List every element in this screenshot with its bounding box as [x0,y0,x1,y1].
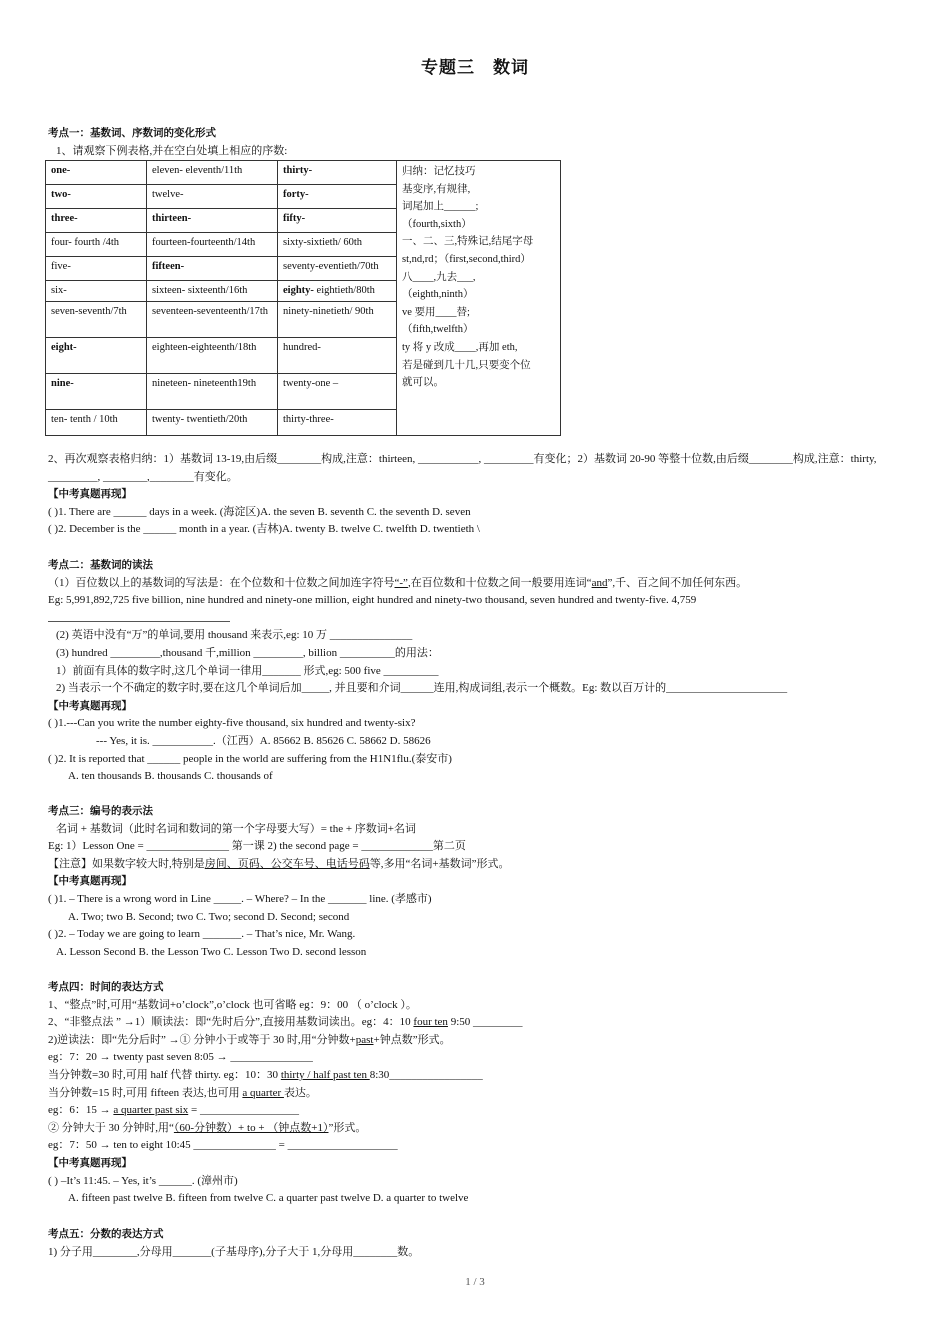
section-3-example: Eg: 1）Lesson One = _______________ 第一课 2) the second page = _____________第二页 [48,840,466,853]
exam-options: A. ten thousands B. thousands C. thousands of [68,770,273,783]
summary-line: （eighth,ninth） [402,289,474,301]
table-cell: sixty-sixtieth/ 60th [278,233,397,257]
table-cell: sixteen- sixteenth/16th [147,281,278,302]
summary-line: 就可以。 [402,377,444,389]
real-exam-heading: 【中考真题再现】 [48,699,132,712]
section-5 [48,1226,913,1261]
summary-line: 基变序,有规律, [402,183,471,195]
section-3-note: 【注意】如果数字较大时,特别是房间、页码、公交车号、电话号码等,多用“名词+基数词”形式。 [48,857,510,870]
section-4-line: 当分钟数=30 时,可用 half 代替 thirty. eg：10：30 thirty / half past ten 8:30_________________ [48,1068,483,1081]
exam-options: A. Two; two B. Second; two C. Two; second D. Second; second [68,910,350,923]
section-1-heading: 考点一：基数词、序数词的变化形式 [48,127,216,139]
exam-question: ( )2. December is the ______ month in a year. (吉林)A. twenty B. twelve C. twelfth D. twentieth \ [48,523,480,536]
section-4-line: ② 分钟大于 30 分钟时,用“（60-分钟数）+ to + （钟点数+1）”形式。 [48,1121,367,1134]
question-2: 2、再次观察表格归纳：1）基数词 13-19,由后缀________构成,注意：thirteen, ___________, _________有变化；2）基数词 20-90 等整十位数,由后缀________构成,注意：thirty, _________, ________,________有变化。 [48,453,877,483]
table-cell: three- [46,209,147,233]
section-3 [48,803,913,961]
exam-question: ( ) –It’s 11:45. – Yes, it’s ______. (漳州市) [48,1174,238,1187]
table-cell: hundred- [278,338,397,374]
table-cell: forty- [278,185,397,209]
section-3-rule: 名词 + 基数词（此时名词和数词的第一个字母要大写）= the + 序数词+名词 [56,822,417,835]
section-4 [48,979,913,1208]
table-cell: four- fourth /4th [46,233,147,257]
section-1 [48,125,913,160]
exam-question: ( )2. – Today we are going to learn _______. – That’s nice, Mr. Wang. [48,928,356,941]
table-cell: thirty- [278,161,397,185]
section-2-example: Eg: 5,991,892,725 five billion, nine hundred and ninety-one million, eight hundred and ninety-two thousand, seven hundred and twenty-five. 4,759 [48,594,697,607]
table-cell: fifty- [278,209,397,233]
table-cell: seventeen-seventeenth/17th [147,302,278,338]
exam-question: ( )1. There are ______ days in a week. (海淀区)A. the seven B. seventh C. the seventh D. seven [48,505,471,518]
table-cell: eight- [46,338,147,374]
section-3-heading: 考点三：编号的表示法 [48,805,153,817]
summary-line: （fifth,twelfth） [402,324,474,336]
table-cell: thirty-three- [278,410,397,436]
section-4-line: eg：7：50 → ten to eight 10:45 _______________ = ____________________ [48,1139,398,1152]
summary-line: ve 要用____替; [402,306,470,318]
table-cell: eighty- eightieth/80th [278,281,397,302]
number-table [45,160,561,436]
section-1-summary [48,451,913,539]
exam-options: --- Yes, it is. ___________.（江西）A. 85662 B. 85626 C. 58662 D. 58626 [96,734,431,747]
summary-line: （fourth,sixth） [402,218,472,230]
table-cell: twenty-one – [278,374,397,410]
page-title: 专题三 数词 [421,58,529,78]
summary-line: 词尾加上______; [402,201,479,213]
section-5-heading: 考点五：分数的表达方式 [48,1228,164,1240]
section-4-line: 1、“整点”时,可用“基数词+o’clock”,o’clock 也可省略 eg：9：00 （ o’clock ）。 [48,998,417,1011]
section-2-rule: （1）百位数以上的基数词的写法是：在个位数和十位数之间加连字符号“-”,在百位数和十位数之间一般要用连词“and”,千、百之间不加任何东西。 [48,576,748,589]
section-4-line: 2)逆读法：即“先分后时” →① 分钟小于或等于 30 时,用“分钟数+past+钟点数”形式。 [48,1033,451,1046]
table-cell: nine- [46,374,147,410]
section-2 [48,557,913,786]
real-exam-heading: 【中考真题再现】 [48,488,132,501]
summary-line: 一、二、三,特殊记,结尾字母 [402,236,534,248]
section-5-line: 1) 分子用________,分母用_______(子基母序),分子大于 1,分母用________数。 [48,1245,420,1258]
summary-line: 若是碰到几十几,只要变个位 [402,359,531,371]
exam-question: ( )1.---Can you write the number eighty-five thousand, six hundred and twenty-six? [48,717,416,730]
summary-line: 归纳：记忆技巧 [402,166,476,177]
exam-question: ( )1. – There is a wrong word in Line _____. – Where? – In the _______ line. (孝感市) [48,892,432,905]
table-cell: six- [46,281,147,302]
section-2-line: 1）前面有具体的数字时,这几个单词一律用_______ 形式,eg: 500 five __________ [56,664,439,677]
table-cell: five- [46,257,147,281]
section-4-line: eg：6：15 → a quarter past six = __________________ [48,1104,299,1117]
exam-options: A. Lesson Second B. the Lesson Two C. Lesson Two D. second lesson [56,945,367,958]
table-cell: twelve- [147,185,278,209]
summary-line: st,nd,rd；（first,second,third） [402,253,531,265]
section-4-line: 2、“非整点法 ” →1）顺读法：即“先时后分”,直接用基数词读出。eg：4：10 four ten 9:50 _________ [48,1016,523,1029]
table-cell: seventy-eventieth/70th [278,257,397,281]
section-2-line: 2) 当表示一个不确定的数字时,要在这几个单词后加_____, 并且要和介词______连用,构成词组,表示一个概数。Eg: 数以百万计的______________________ [56,682,788,695]
section-2-line: (3) hundred _________,thousand 千,million _________, billion __________的用法： [56,646,439,659]
summary-line: 八____,九去___, [402,271,476,283]
table-cell: two- [46,185,147,209]
table-row [46,161,561,185]
page-number: 1 / 3 [465,1276,485,1288]
table-cell: ten- tenth / 10th [46,410,147,436]
real-exam-heading: 【中考真题再现】 [48,875,132,888]
table-cell: ninety-ninetieth/ 90th [278,302,397,338]
blank-underline [48,621,230,622]
table-cell: eighteen-eighteenth/18th [147,338,278,374]
section-4-line: 当分钟数=15 时,可用 fifteen 表达,也可用 a quarter 表达。 [48,1086,317,1099]
real-exam-heading: 【中考真题再现】 [48,1156,132,1169]
table-cell: seven-seventh/7th [46,302,147,338]
summary-cell [397,161,561,436]
summary-line: ty 将 y 改成____,再加 eth, [402,341,518,353]
section-4-heading: 考点四：时间的表达方式 [48,981,164,993]
table-cell: nineteen- nineteenth19th [147,374,278,410]
table-cell: fourteen-fourteenth/14th [147,233,278,257]
table-cell: one- [46,161,147,185]
exam-options: A. fifteen past twelve B. fifteen from twelve C. a quarter past twelve D. a quarter to twelve [68,1192,469,1205]
section-4-line: eg：7：20 → twenty past seven 8:05 → _______________ [48,1051,313,1064]
table-cell: fifteen- [147,257,278,281]
table-cell: twenty- twentieth/20th [147,410,278,436]
section-2-line: (2) 英语中没有“万”的单词,要用 thousand 来表示,eg: 10 万 _______________ [56,629,413,642]
exam-question: ( )2. It is reported that ______ people in the world are suffering from the H1N1flu.(泰安市) [48,752,452,765]
table-cell: eleven- eleventh/11th [147,161,278,185]
section-2-heading: 考点二：基数词的读法 [48,559,153,571]
table-cell: thirteen- [147,209,278,233]
section-1-intro: 1、请观察下例表格,并在空白处填上相应的序数: [56,144,288,157]
